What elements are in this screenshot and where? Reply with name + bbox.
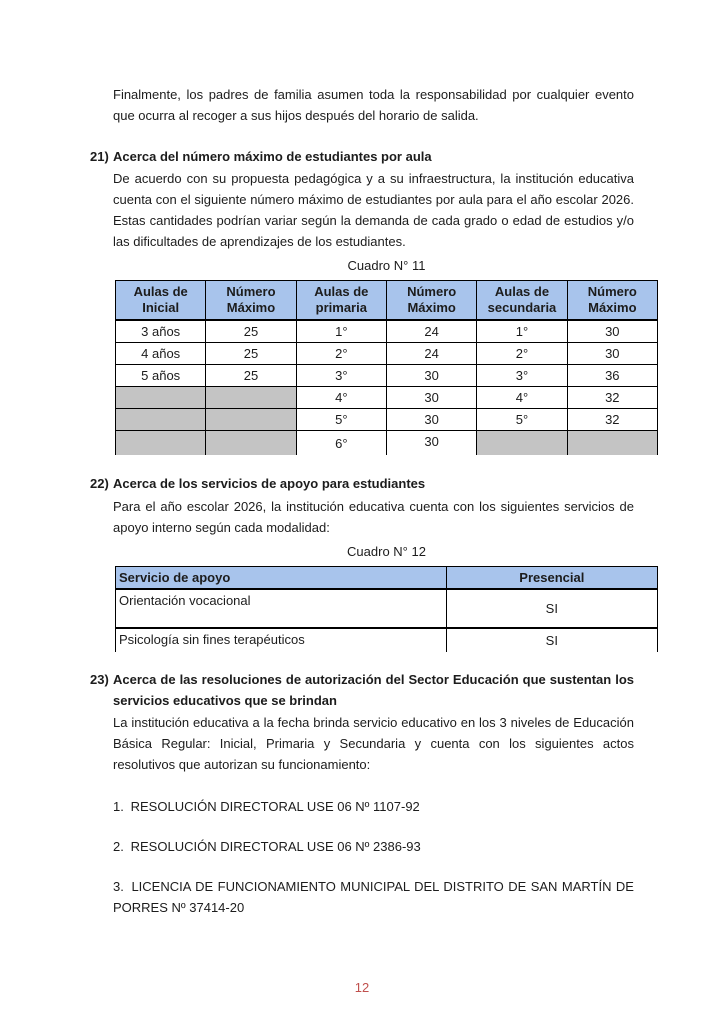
- table-row: [116, 320, 658, 343]
- section-23-number: 23): [90, 672, 109, 687]
- table-row: [116, 343, 658, 365]
- section-22-body: Para el año escolar 2026, la institución educativa cuenta con los siguientes servicios de apoyo interno según cada modalidad:: [113, 499, 634, 535]
- table-cell: 30: [386, 409, 476, 431]
- intro-paragraph: Finalmente, los padres de familia asumen toda la responsabilidad por cualquier evento que ocurra al recoger a sus hijos después del horario de salida.: [113, 87, 634, 123]
- cuadro-11-table: [115, 280, 658, 455]
- column-header: Servicio de apoyo: [116, 567, 447, 590]
- column-header: Aulas de secundaria: [477, 281, 567, 321]
- shaded-cell: [477, 431, 567, 456]
- header-row: [116, 281, 658, 321]
- table-cell: 5°: [477, 409, 567, 431]
- section-21-number: 21): [90, 149, 109, 164]
- cuadro-11-caption: Cuadro N° 11: [347, 258, 426, 273]
- table-cell: 1°: [296, 320, 386, 343]
- list-item: [113, 796, 634, 817]
- table-cell: 24: [386, 343, 476, 365]
- table-cell: 32: [567, 387, 657, 409]
- section-21-heading: [90, 146, 634, 167]
- list-item-text: RESOLUCIÓN DIRECTORAL USE 06 Nº 1107-92: [130, 799, 420, 814]
- column-header: Aulas de primaria: [296, 281, 386, 321]
- table-row: [116, 589, 658, 628]
- table-cell: 30: [386, 431, 476, 456]
- table-cell: 4°: [296, 387, 386, 409]
- section-22-title: Acerca de los servicios de apoyo para estudiantes: [113, 476, 426, 491]
- table-row: [116, 431, 658, 456]
- list-item-number: 3.: [113, 879, 124, 894]
- shaded-cell: [206, 409, 296, 431]
- shaded-cell: [567, 431, 657, 456]
- list-item: [113, 876, 634, 918]
- table-cell: 1°: [477, 320, 567, 343]
- column-header: Aulas de Inicial: [116, 281, 206, 321]
- shaded-cell: [116, 431, 206, 456]
- table-row: [116, 365, 658, 387]
- section-21-body: De acuerdo con su propuesta pedagógica y a su infraestructura, la institución educativa cuenta con el siguiente número máximo de estudiantes por aula para el año escolar 2026. Estas cantidades podrían variar según la demanda de cada grado o edad de estudios y/o las dificultades de aprendizajes de los estudiantes.: [113, 171, 634, 249]
- table-cell: 30: [567, 343, 657, 365]
- header-row: [116, 567, 658, 590]
- shaded-cell: [116, 409, 206, 431]
- shaded-cell: [116, 387, 206, 409]
- table-cell: 25: [206, 343, 296, 365]
- resolution-list: [90, 796, 658, 918]
- column-header: Presencial: [446, 567, 657, 590]
- section-22-heading: [90, 473, 634, 494]
- list-item-number: 2.: [113, 839, 124, 854]
- table-row: [116, 628, 658, 652]
- column-header: Número Máximo: [386, 281, 476, 321]
- table-cell: 30: [386, 387, 476, 409]
- list-item-text: LICENCIA DE FUNCIONAMIENTO MUNICIPAL DEL DISTRITO DE SAN MARTÍN DE PORRES Nº 37414-20: [113, 879, 634, 915]
- section-23-title: Acerca de las resoluciones de autorización del Sector Educación que sustentan los servicios educativos que se brindan: [113, 672, 634, 708]
- table-cell: 2°: [296, 343, 386, 365]
- table-cell: 3°: [477, 365, 567, 387]
- table-cell: 3°: [296, 365, 386, 387]
- table-cell: SI: [446, 589, 657, 628]
- column-header: Número Máximo: [567, 281, 657, 321]
- shaded-cell: [206, 387, 296, 409]
- table-cell: 3 años: [116, 320, 206, 343]
- cuadro-12-table: [115, 566, 658, 652]
- column-header: Número Máximo: [206, 281, 296, 321]
- shaded-cell: [206, 431, 296, 456]
- page-number: 12: [354, 980, 370, 995]
- list-item: [113, 836, 634, 857]
- table-row: [116, 387, 658, 409]
- table-cell: 6°: [296, 431, 386, 456]
- table-cell: Psicología sin fines terapéuticos: [116, 628, 447, 652]
- table-cell: 25: [206, 320, 296, 343]
- table-row: [116, 409, 658, 431]
- section-23-heading: [90, 669, 634, 711]
- cuadro-12-caption: Cuadro N° 12: [347, 544, 426, 559]
- section-21-title: Acerca del número máximo de estudiantes por aula: [113, 149, 432, 164]
- table-cell: 5°: [296, 409, 386, 431]
- list-item-text: RESOLUCIÓN DIRECTORAL USE 06 Nº 2386-93: [130, 839, 421, 854]
- section-23-body: La institución educativa a la fecha brinda servicio educativo en los 3 niveles de Educación Básica Regular: Inicial, Primaria y Secundaria y cuenta con los siguientes actos resolutivos que autorizan su funcionamiento:: [113, 715, 634, 772]
- list-item-number: 1.: [113, 799, 124, 814]
- table-cell: 25: [206, 365, 296, 387]
- table-cell: 4 años: [116, 343, 206, 365]
- table-cell: 5 años: [116, 365, 206, 387]
- table-cell: 24: [386, 320, 476, 343]
- table-cell: 32: [567, 409, 657, 431]
- table-cell: 2°: [477, 343, 567, 365]
- table-cell: 4°: [477, 387, 567, 409]
- table-cell: 30: [386, 365, 476, 387]
- section-22-number: 22): [90, 476, 109, 491]
- table-cell: 30: [567, 320, 657, 343]
- table-cell: Orientación vocacional: [116, 589, 447, 628]
- table-cell: SI: [446, 628, 657, 652]
- table-cell: 36: [567, 365, 657, 387]
